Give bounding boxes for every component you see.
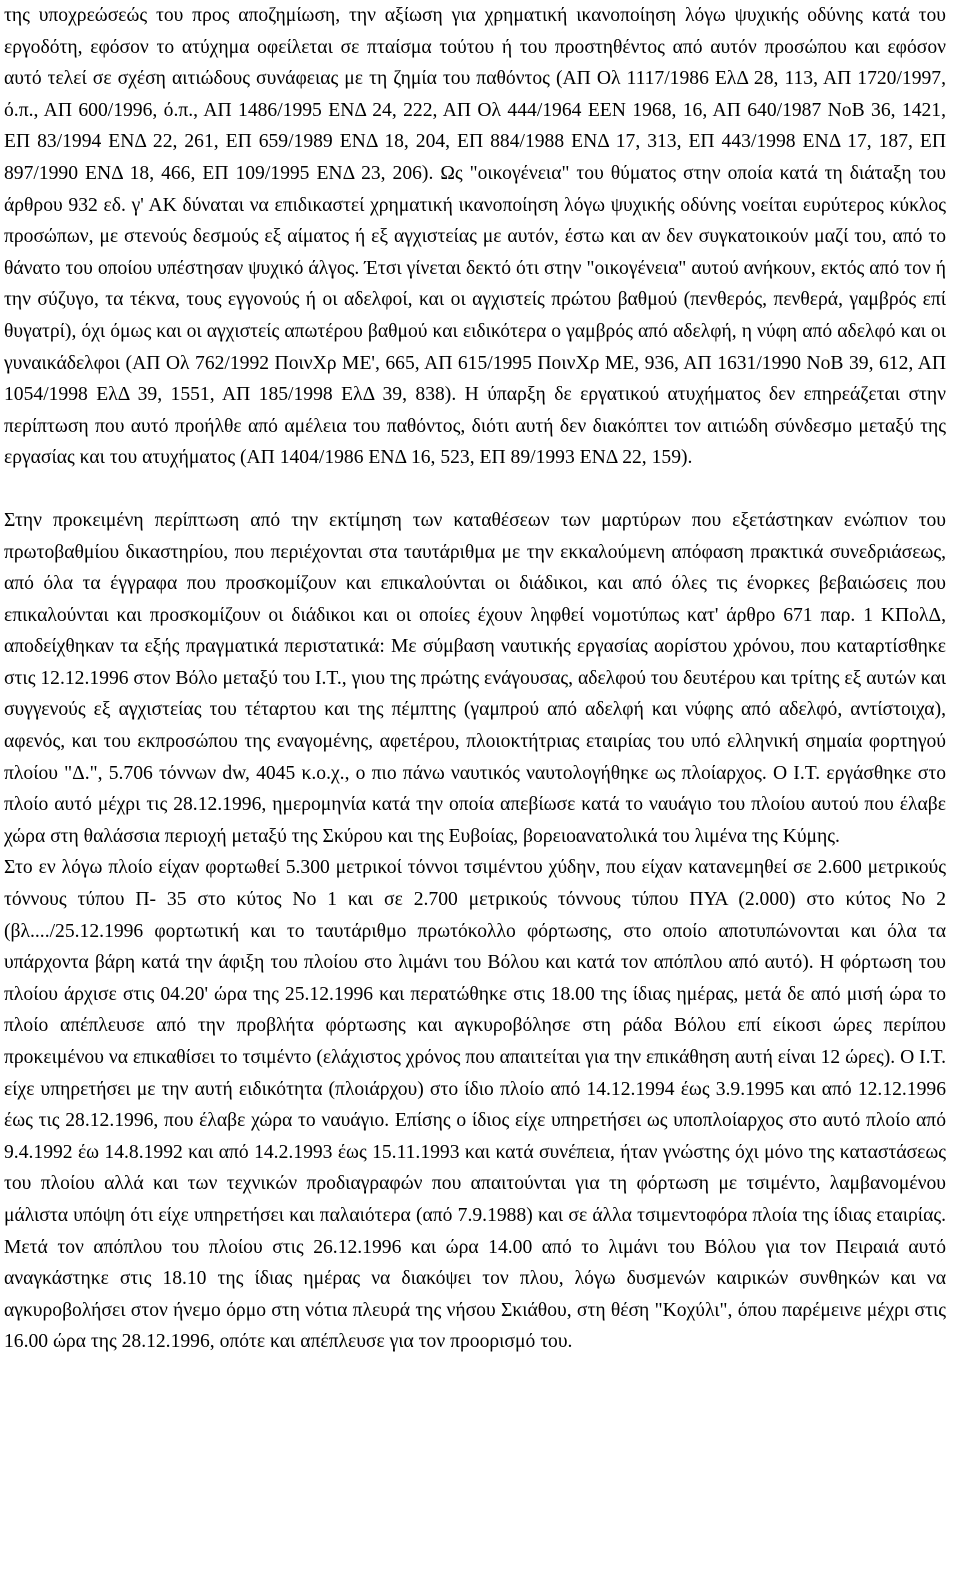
paragraph-spacer — [4, 474, 946, 505]
paragraph-facts-contract: Στην προκειμένη περίπτωση από την εκτίμηση των καταθέσεων των μαρτύρων που εξετάστηκαν ενώπιον του πρωτοβαθμίου δικαστηρίου, που περιέχονται στα ταυτάριθμα με την εκκαλούμενη απόφαση πρακτικά συνεδριάσεως, από όλα τα έγγραφα που προσκομίζουν και επικαλούνται οι διάδικοι, και από όλες τις ένορκες βεβαιώσεις που επικαλούνται και προσκομίζουν οι διάδικοι και οι οποίες έχουν ληφθεί νομοτύπως κατ' άρθρο 671 παρ. 1 ΚΠολΔ, αποδείχθηκαν τα εξής πραγματικά περιστατικά: Με σύμβαση ναυτικής εργασίας αορίστου χρόνου, που καταρτίσθηκε στις 12.12.1996 στον Βόλο μεταξύ του Ι.Τ., γιου της πρώτης ενάγουσας, αδελφού του δευτέρου και τρίτης εξ αυτών και συγγενούς εξ αγχιστείας του τέταρτου και της πέμπτης (γαμπρού από αδελφή και νύφης από αδελφό, αντίστοιχα), αφενός, και του εκπροσώπου της εναγομένης, αφετέρου, πλοιοκτήτριας εταιρίας του υπό ελληνική σημαία φορτηγού πλοίου "Δ.", 5.706 τόννων dw, 4045 κ.ο.χ., ο πιο πάνω ναυτικός ναυτολογήθηκε ως πλοίαρχος. Ο Ι.Τ. εργάσθηκε στο πλοίο αυτό μέχρι τις 28.12.1996, ημερομηνία κατά την οποία απεβίωσε κατά το ναυάγιο του πλοίου αυτού που έλαβε χώρα στη θαλάσσια περιοχή μεταξύ της Σκύρου και της Ευβοίας, βορειοανατολικά του λιμένα της Κύμης. — [4, 509, 947, 847]
paragraph-legal-reasoning: της υποχρεώσεώς του προς αποζημίωση, την αξίωση για χρηματική ικανοποίηση λόγω ψυχικής οδύνης κατά του εργοδότη, εφόσον το ατύχημα οφείλεται σε πταίσμα τούτου ή του προστηθέντος από αυτόν προσώπου και εφόσον αυτό τελεί σε σχέση αιτιώδους συνάφειας με τη ζημία του παθόντος (ΑΠ Ολ 1117/1986 ΕλΔ 28, 113, ΑΠ 1720/1997, ό.π., ΑΠ 600/1996, ό.π., ΑΠ 1486/1995 ΕΝΔ 24, 222, ΑΠ Ολ 444/1964 ΕΕΝ 1968, 16, ΑΠ 640/1987 ΝοΒ 36, 1421, ΕΠ 83/1994 ΕΝΔ 22, 261, ΕΠ 659/1989 ΕΝΔ 18, 204, ΕΠ 884/1988 ΕΝΔ 17, 313, ΕΠ 443/1998 ΕΝΔ 17, 187, ΕΠ 897/1990 ΕΝΔ 18, 466, ΕΠ 109/1995 ΕΝΔ 23, 206). Ως "οικογένεια" του θύματος στην οποία κατά τη διάταξη του άρθρου 932 εδ. γ' ΑΚ δύναται να επιδικαστεί χρηματική ικανοποίηση λόγω ψυχικής οδύνης νοείται ευρύτερος κύκλος προσώπων, με στενούς δεσμούς εξ αίματος ή εξ αγχιστείας με αυτόν, έστω και αν δεν συγκατοικούν μαζί του, από το θάνατο του οποίου υπέστησαν ψυχικό άλγος. Έτσι γίνεται δεκτό ότι στην "οικογένεια" αυτού ανήκουν, εκτός από τον ή την σύζυγο, τα τέκνα, τους εγγονούς ή οι αδελφοί, και οι αγχιστείς πρώτου βαθμού (πενθερός, πενθερά, γαμβρός επί θυγατρί), όχι όμως και οι αγχιστείς απωτέρου βαθμού και ειδικότερα ο γαμβρός από αδελφή, η νύφη από αδελφό και οι γυναικάδελφοι (ΑΠ Ολ 762/1992 ΠοινΧρ ΜΕ', 665, ΑΠ 615/1995 ΠοινΧρ ΜΕ, 936, ΑΠ 1631/1990 ΝοΒ 39, 612, ΑΠ 1054/1998 ΕλΔ 39, 1551, ΑΠ 185/1998 ΕλΔ 39, 838). Η ύπαρξη δε εργατικού ατυχήματος δεν επηρεάζεται στην περίπτωση που αυτό προήλθε από αμέλεια του παθόντος, διότι αυτή δεν διακόπτει τον αιτιώδη σύνδεσμο μεταξύ της εργασίας και του ατυχήματος (ΑΠ 1404/1986 ΕΝΔ 16, 523, ΕΠ 89/1993 ΕΝΔ 22, 159). — [4, 5, 946, 469]
document-page — [4, 0, 946, 1358]
paragraph-facts-cargo: Στο εν λόγω πλοίο είχαν φορτωθεί 5.300 μετρικοί τόννοι τσιμέντου χύδην, που είχαν κατανεμηθεί σε 2.600 μετρικούς τόννους τύπου Π- 35 στο κύτος Νο 1 και σε 2.700 μετρικούς τόννους τύπου ΠΥΑ (2.000) στο κύτος Νο 2 (βλ..../25.12.1996 φορτωτική και το ταυτάριθμο πρωτόκολλο φόρτωσης, στο οποίο αποτυπώνονται και όλα τα υπάρχοντα βάρη κατά την άφιξη του πλοίου στο λιμάνι του Βόλου και κατά τον απόπλου από αυτό). Η φόρτωση του πλοίου άρχισε στις 04.20' ώρα της 25.12.1996 και περατώθηκε στις 18.00 της ίδιας ημέρας, μετά δε από μισή ώρα το πλοίο απέπλευσε από την προβλήτα φόρτωσης και αγκυροβόλησε στη ράδα Βόλου επί είκοσι ώρες περίπου προκειμένου να επικαθίσει το τσιμέντο (ελάχιστος χρόνος που απαιτείται για την επικάθηση αυτή είναι 12 ώρες). Ο Ι.Τ. είχε υπηρετήσει με την αυτή ειδικότητα (πλοιάρχου) στο ίδιο πλοίο από 14.12.1994 έως 3.9.1995 και από 12.12.1996 έως τις 28.12.1996, που έλαβε χώρα το ναυάγιο. Επίσης ο ίδιος είχε υπηρετήσει ως υποπλοίαρχος στο αυτό πλοίο από 9.4.1992 έω 14.8.1992 και από 14.2.1993 έως 15.11.1993 και κατά συνέπεια, ήταν γνώστης όχι μόνο της καταστάσεως του πλοίου αλλά και των τεχνικών προδιαγραφών που απαιτούνται για τη φόρτωση με τσιμέντο, λαμβανομένου μάλιστα υπόψη ότι είχε υπηρετήσει και παλαιότερα (από 7.9.1988) και σε άλλα τσιμεντοφόρα πλοία της ίδιας εταιρίας. Μετά τον απόπλου του πλοίου στις 26.12.1996 και ώρα 14.00 από το λιμάνι του Βόλου για τον Πειραιά αυτό αναγκάστηκε στις 18.10 της ίδιας ημέρας να διακόψει τον πλου, λόγω δυσμενών καιρικών συνθηκών και να αγκυροβολήσει στον ήνεμο όρμο στη νότια πλευρά της νήσου Σκιάθου, στη θέση "Κοχύλι", όπου παρέμεινε μέχρι στις 16.00 ώρα της 28.12.1996, οπότε και απέπλευσε για τον προορισμό του. — [4, 857, 946, 1353]
